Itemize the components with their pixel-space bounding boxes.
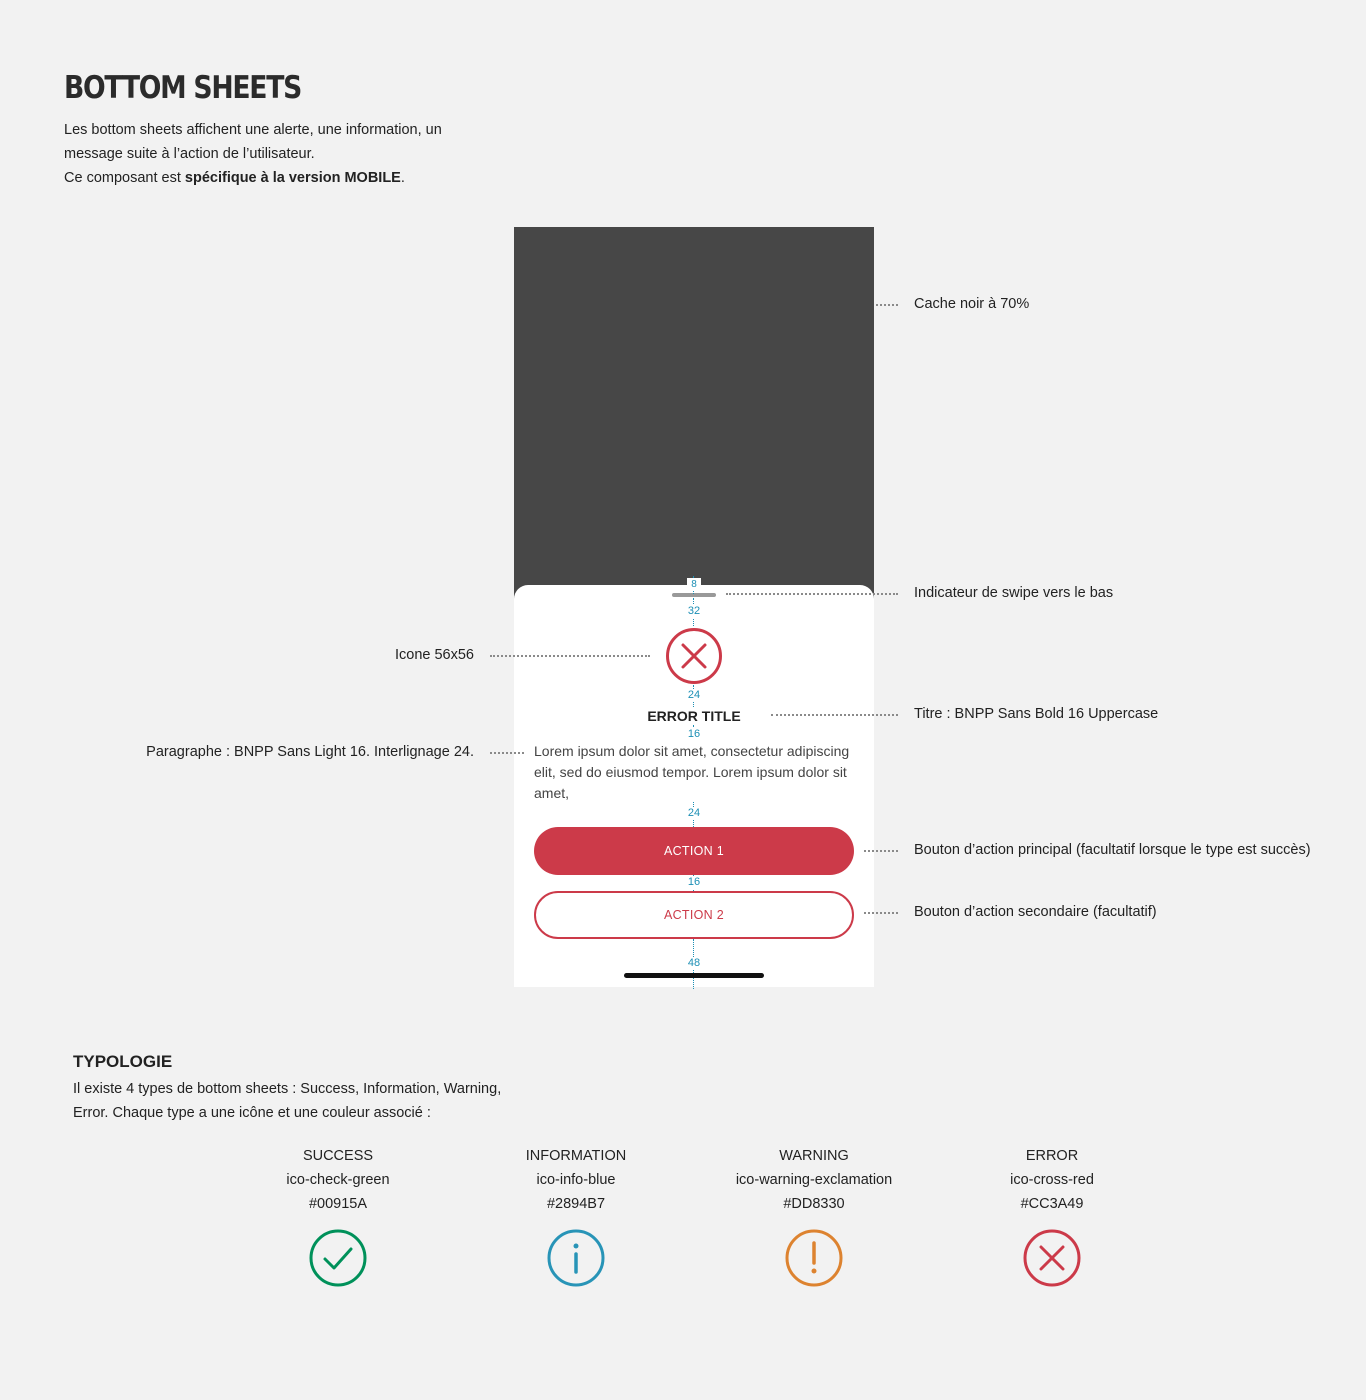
type-label: INFORMATION	[525, 1148, 627, 1164]
type-icon-name: ico-warning-exclamation	[735, 1172, 893, 1188]
type-color: #00915A	[308, 1196, 368, 1212]
leader-primary	[864, 850, 898, 852]
type-icon-name: ico-info-blue	[536, 1172, 616, 1188]
spacing-label-top: 8	[687, 578, 701, 591]
type-label: ERROR	[1025, 1148, 1079, 1164]
leader-swipe	[726, 593, 898, 595]
annotation-icon: Icone 56x56	[394, 647, 474, 663]
page-title: BOTTOM SHEETS	[64, 70, 301, 106]
intro-line-3-prefix: Ce composant est	[64, 170, 185, 186]
type-warning	[704, 1144, 924, 1216]
cross-icon	[665, 627, 723, 685]
intro-line-3-suffix: .	[400, 170, 405, 186]
spacing-label-swipe-icon: 32	[674, 605, 714, 618]
typologie-line-2: Error. Chaque type a une icône et une couleur associé :	[73, 1105, 431, 1121]
spacing-label-icon-title: 24	[674, 689, 714, 702]
spacing-label-title-text: 16	[674, 728, 714, 741]
action-1-button[interactable]: ACTION 1	[534, 827, 854, 875]
type-label: WARNING	[779, 1148, 849, 1164]
spacing-label-buttons: 16	[674, 876, 714, 889]
cross-red-icon	[1022, 1228, 1082, 1288]
type-icon-name: ico-cross-red	[1010, 1172, 1094, 1188]
home-indicator	[624, 973, 764, 978]
leader-icon	[490, 655, 650, 657]
spacing-label-text-button: 24	[674, 807, 714, 820]
typologie-text	[73, 1077, 573, 1125]
annotation-overlay: Cache noir à 70%	[914, 296, 1030, 312]
info-icon	[546, 1228, 606, 1288]
intro-line-3	[64, 166, 524, 190]
type-icon-name: ico-check-green	[286, 1172, 390, 1188]
warning-exclamation-icon	[784, 1228, 844, 1288]
type-success	[228, 1144, 448, 1216]
sheet-title: ERROR TITLE	[647, 708, 741, 724]
annotation-swipe: Indicateur de swipe vers le bas	[914, 585, 1114, 601]
leader-secondary	[864, 912, 898, 914]
spacing-label-bottom: 48	[674, 957, 714, 970]
sheet-paragraph: Lorem ipsum dolor sit amet, consectetur adipiscing elit, sed do eiusmod tempor. Lorem ipsum dolor sit amet,	[534, 743, 850, 801]
annotation-secondary-button: Bouton d’action secondaire (facultatif)	[914, 904, 1157, 920]
intro-line-3-bold: spécifique à la version MOBILE	[184, 170, 401, 186]
leader-paragraph	[490, 752, 524, 754]
leader-title	[771, 714, 898, 716]
typologie-title: TYPOLOGIE	[73, 1052, 173, 1071]
type-color: #DD8330	[783, 1196, 845, 1212]
intro-text	[64, 118, 524, 190]
type-color: #2894B7	[546, 1196, 606, 1212]
type-label: SUCCESS	[302, 1148, 374, 1164]
action-2-button[interactable]: ACTION 2	[534, 891, 854, 939]
annotation-primary-button: Bouton d’action principal (facultatif lorsque le type est succès)	[914, 842, 1311, 858]
annotation-paragraph: Paragraphe : BNPP Sans Light 16. Interlignage 24.	[146, 744, 474, 760]
type-information	[466, 1144, 686, 1216]
typologie-line-1: Il existe 4 types de bottom sheets : Success, Information, Warning,	[73, 1081, 502, 1097]
type-error	[942, 1144, 1162, 1216]
type-color: #CC3A49	[1020, 1196, 1084, 1212]
leader-overlay	[876, 304, 898, 306]
swipe-indicator[interactable]	[672, 593, 716, 597]
annotation-title: Titre : BNPP Sans Bold 16 Uppercase	[914, 706, 1159, 722]
intro-line-2: message suite à l’action de l’utilisateur.	[64, 146, 315, 162]
intro-line-1: Les bottom sheets affichent une alerte, une information, un	[64, 122, 442, 138]
check-icon	[308, 1228, 368, 1288]
black-overlay	[514, 227, 874, 607]
